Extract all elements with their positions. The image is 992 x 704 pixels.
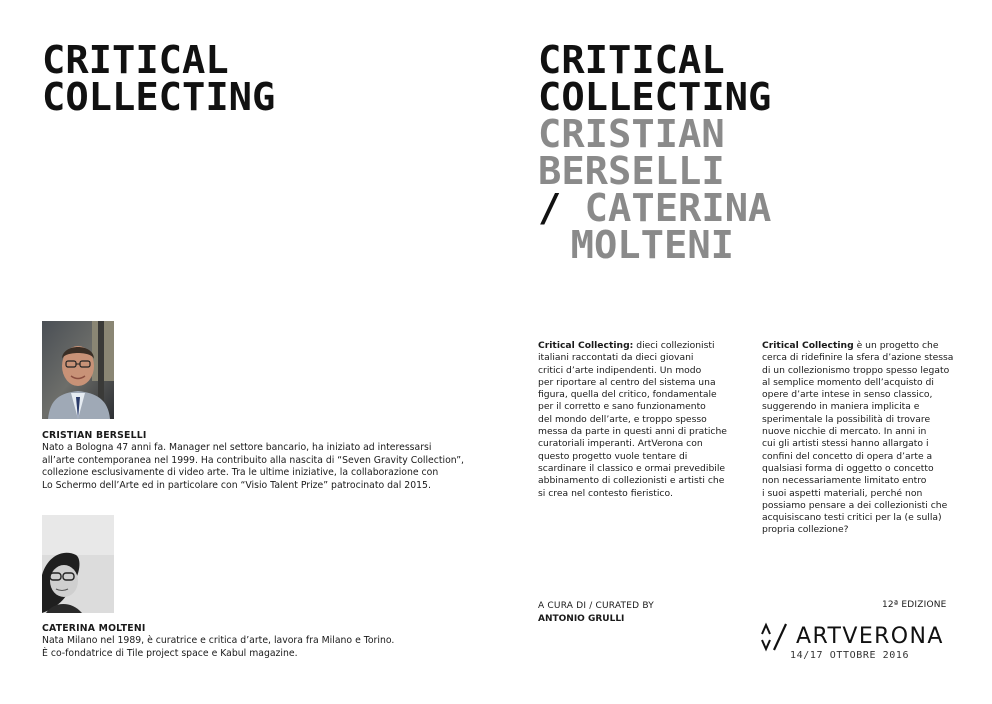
col2-line: nuove nicchie di mercato. In anni in [762,426,927,438]
portrait-photo-man [42,321,114,419]
portrait-photo-woman [42,515,114,613]
col1-lead: Critical Collecting: [538,340,634,351]
curated-by [538,600,654,625]
col2-line: cui gli artisti stessi hanno allargato i [762,438,929,450]
col2-line: acquisiscano testi critici per la (e sulla) [762,512,942,524]
name-line-3 [538,186,772,230]
bio-line: collezione esclusivamente di video arte. Tra le ultime iniziative, la collaborazione con [42,467,439,479]
col2-line: confini del concetto di opera d’arte a [762,450,933,462]
col2-line: possiamo pensare a dei collezionisti che [762,499,948,511]
name-line-4: MOLTENI [570,223,734,267]
bio-line: Nata Milano nel 1989, è curatrice e critica d’arte, lavora fra Milano e Torino. [42,635,395,647]
bio-cristian-berselli [42,430,462,492]
col1-line: italiani raccontati da dieci giovani [538,352,694,364]
col2-lead: Critical Collecting [762,340,854,351]
col1-line: critici d’arte indipendenti. Un modo [538,364,702,376]
bio-line: Nato a Bologna 47 anni fa. Manager nel settore bancario, ha iniziato ad interessarsi [42,442,432,454]
col2-line: suggerendo in maniera implicita e [762,401,920,413]
artverona-logo [760,622,960,668]
curated-label: A CURA DI / CURATED BY [538,601,654,611]
col1-line: per il corretto e sano funzionamento [538,401,706,413]
col1-line: questo progetto vuole tentare di [538,450,688,462]
col1-line: abbinamento di collezionisti e artisti che [538,475,725,487]
name-slash: / [538,186,562,230]
name-caterina: CATERINA [561,186,772,230]
edition-label: 12ª EDIZIONE [882,600,947,610]
logo-text: ARTVERONA [796,624,944,649]
col1-line: scardinare il classico e ormai prevedibile [538,462,726,474]
curator-name: ANTONIO GRULLI [538,613,625,624]
bio-name: CATERINA MOLTENI [42,623,146,634]
intro-column-1 [538,340,734,500]
col2-line: di un collezionismo troppo spesso legato [762,364,950,376]
bio-name: CRISTIAN BERSELLI [42,430,147,441]
name-line-2: BERSELLI [538,149,725,193]
right-page [496,0,992,704]
col2-line: opere d’arte intese in senso classico, [762,389,933,401]
intro-column-2 [762,340,958,537]
logo-dates: 14/17 OTTOBRE 2016 [790,650,910,661]
col1-line: dieci collezionisti [633,340,715,351]
bio-line: all’arte contemporanea nel 1999. Ha contribuito alla nascita di “Seven Gravity Collection”, [42,454,464,466]
col2-line: sperimentale la possibilità di trovare [762,413,931,425]
col2-line: i suoi aspetti materiali, perché non [762,487,923,499]
col1-line: si crea nel contesto fieristico. [538,487,673,499]
col1-line: del mondo dell’arte, e troppo spesso [538,413,707,425]
artverona-logo-mark [760,622,796,652]
right-title [538,38,772,119]
bio-line: Lo Schermo dell’Arte ed in particolare con “Visio Talent Prize” patrocinato dal 2015. [42,479,431,491]
col2-line: al semplice momento dell’acquisto di [762,376,934,388]
col1-line: curatoriali imperanti. ArtVerona con [538,438,703,450]
col2-line: qualsiasi forma di oggetto o concetto [762,462,934,474]
col2-line: propria collezione? [762,524,849,536]
bio-caterina-molteni [42,623,462,660]
bio-line: È co-fondatrice di Tile project space e Kabul magazine. [42,647,298,659]
col1-line: per riportare al centro del sistema una [538,376,716,388]
name-line-1: CRISTIAN [538,112,725,156]
col2-line: è un progetto che [853,340,939,351]
col1-line: figura, quella del critico, fondamentale [538,389,717,401]
left-title [42,38,276,119]
left-title-line-1: CRITICAL [42,38,229,82]
col2-line: non necessariamente limitato entro [762,475,927,487]
right-title-line-2: COLLECTING [538,75,772,119]
col1-line: messa da parte in questi anni di pratiche [538,426,727,438]
author-names [538,112,772,267]
col2-line: cerca di ridefinire la sfera d’azione stessa [762,352,954,364]
right-title-line-1: CRITICAL [538,38,725,82]
left-title-line-2: COLLECTING [42,75,276,119]
